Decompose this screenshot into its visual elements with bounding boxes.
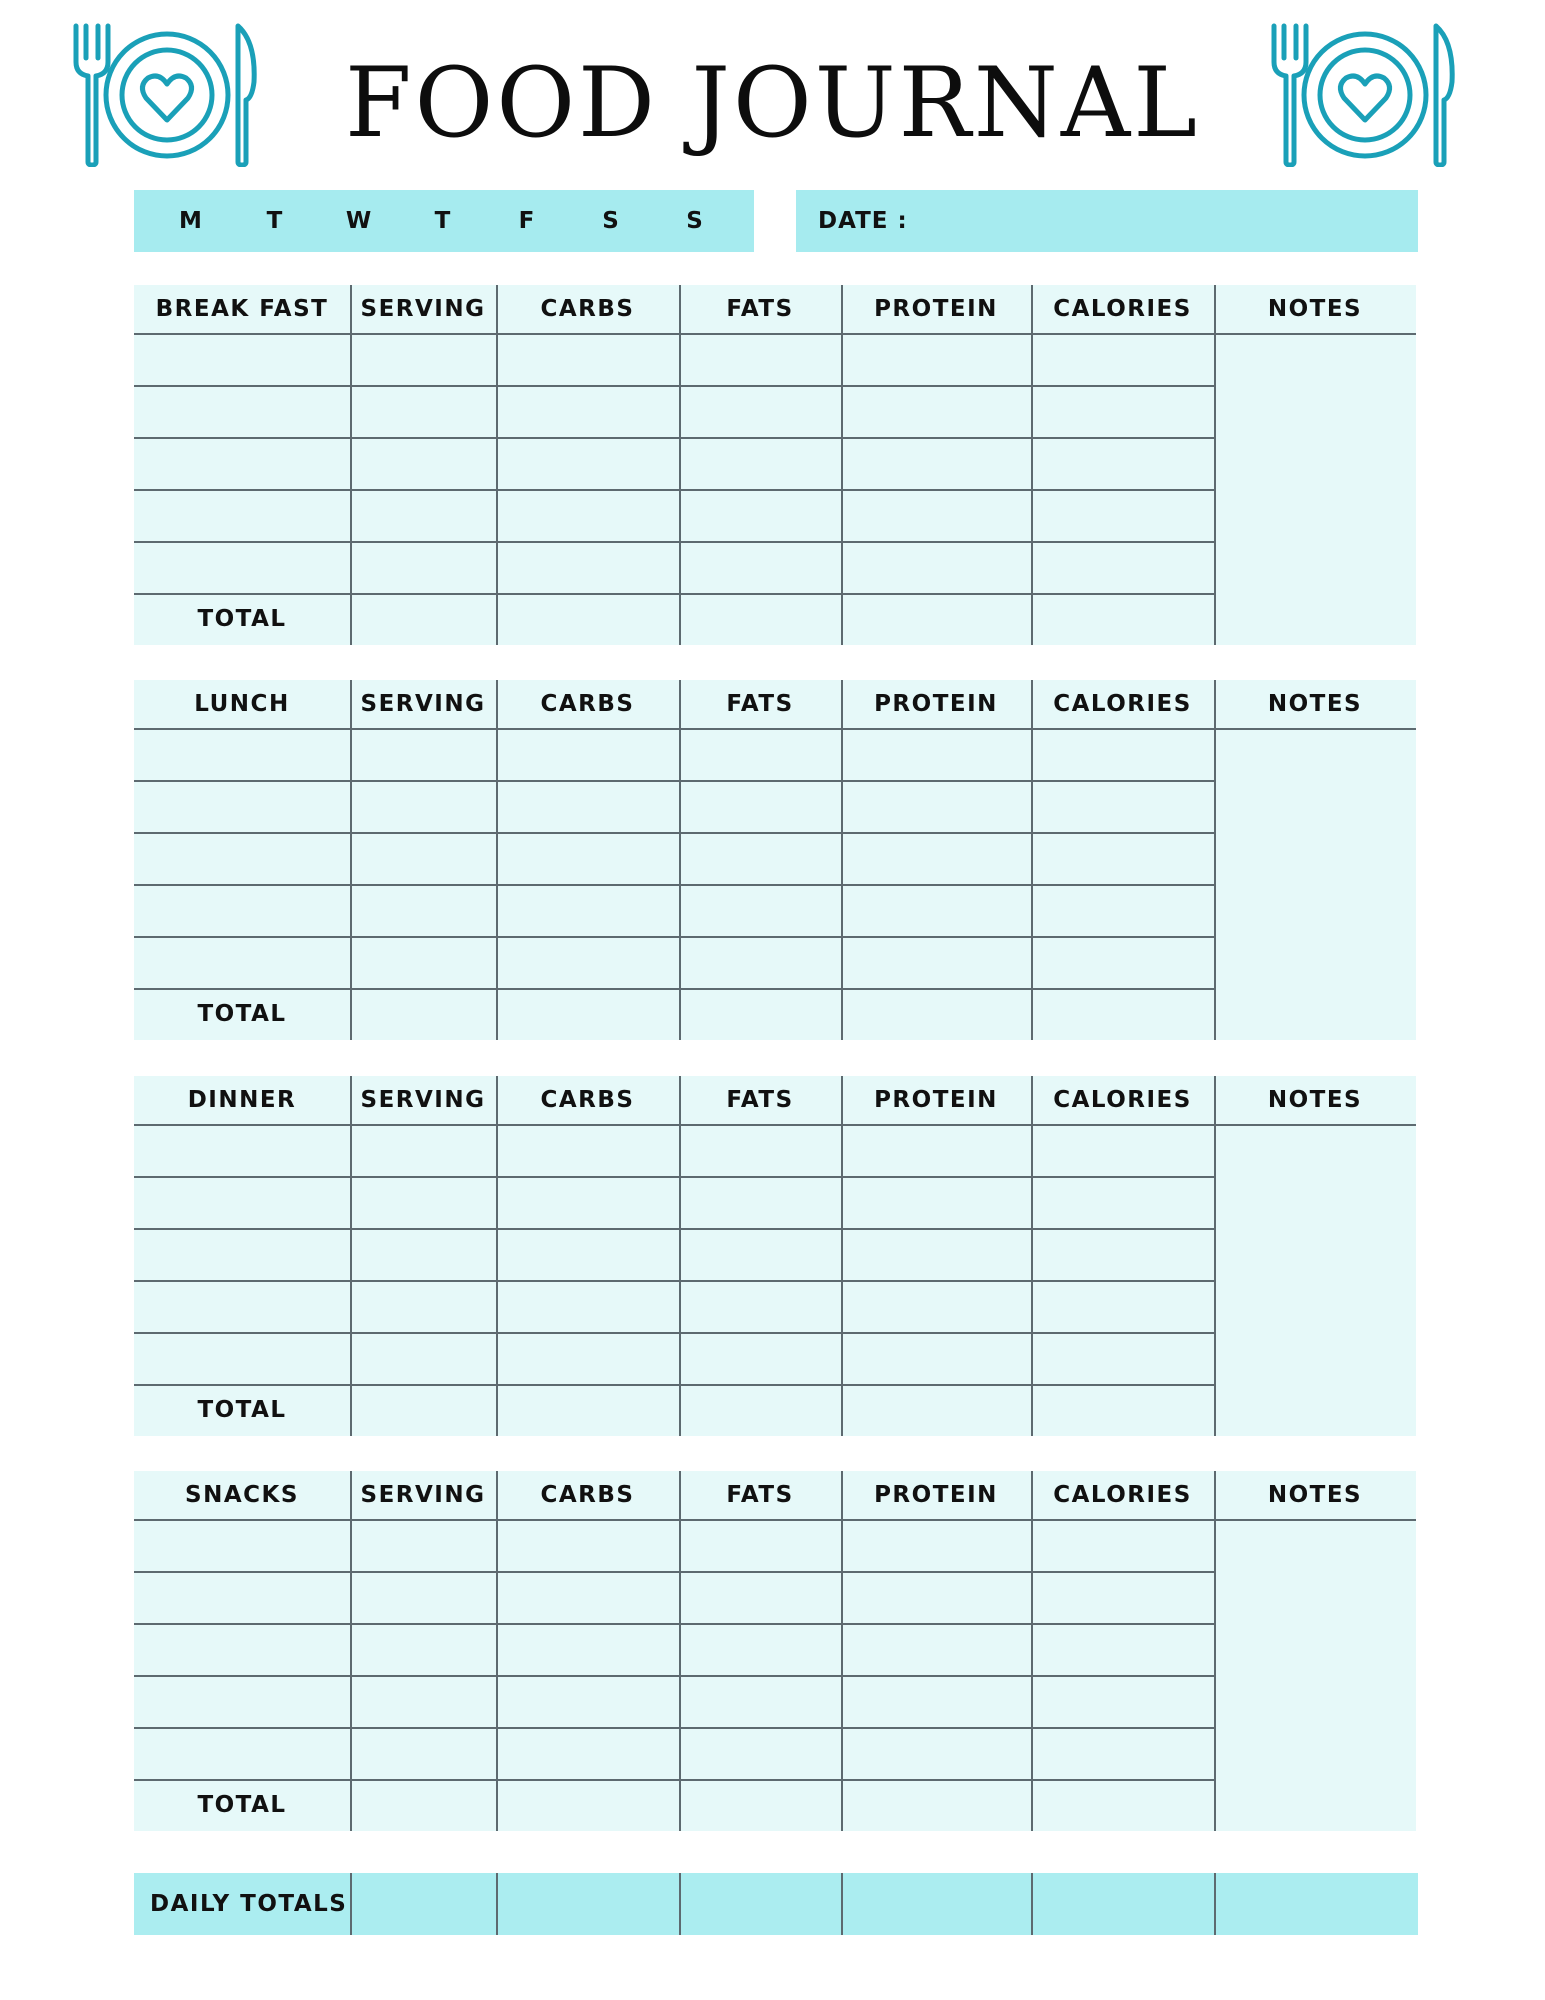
table-cell[interactable] (681, 1282, 839, 1330)
table-cell[interactable] (136, 439, 348, 487)
table-cell[interactable] (136, 1178, 348, 1226)
table-cell[interactable] (843, 1521, 1029, 1569)
meal-table-lunch (134, 680, 1416, 1040)
table-cell[interactable] (843, 1677, 1029, 1725)
column-header-notes: NOTES (1267, 1087, 1363, 1113)
column-header-protein: PROTEIN (874, 1087, 998, 1113)
table-cell[interactable] (136, 1126, 348, 1174)
table-cell[interactable] (136, 335, 348, 383)
table-cell[interactable] (1033, 1625, 1212, 1673)
column-header-serving: SERVING (360, 691, 486, 717)
table-cell[interactable] (843, 1625, 1029, 1673)
table-cell[interactable] (681, 730, 839, 778)
day-tuesday[interactable]: T (266, 208, 284, 234)
table-cell[interactable] (843, 730, 1029, 778)
column-header-protein: PROTEIN (874, 296, 998, 322)
table-cell[interactable] (498, 1625, 677, 1673)
table-cell[interactable] (136, 387, 348, 435)
table-cell[interactable] (498, 335, 677, 383)
table-cell[interactable] (843, 1334, 1029, 1382)
table-cell[interactable] (1033, 1334, 1212, 1382)
table-cell[interactable] (1033, 834, 1212, 882)
table-cell[interactable] (498, 1282, 677, 1330)
meal-name: DINNER (187, 1087, 297, 1113)
meal-name: LUNCH (194, 691, 290, 717)
table-cell[interactable] (1033, 1677, 1212, 1725)
notes-area[interactable] (1218, 1523, 1412, 1827)
date-field[interactable] (796, 190, 1418, 252)
table-cell[interactable] (136, 1521, 348, 1569)
table-cell[interactable] (136, 782, 348, 830)
table-cell[interactable] (498, 1178, 677, 1226)
table-cell[interactable] (843, 782, 1029, 830)
column-header-serving: SERVING (360, 296, 486, 322)
table-cell[interactable] (681, 491, 839, 539)
divider (841, 1873, 843, 1935)
table-cell[interactable] (498, 1126, 677, 1174)
table-cell[interactable] (681, 938, 839, 986)
table-cell[interactable] (843, 491, 1029, 539)
table-cell[interactable] (352, 886, 494, 934)
day-wednesday[interactable]: W (345, 208, 373, 234)
table-cell[interactable] (352, 730, 494, 778)
table-cell[interactable] (352, 1282, 494, 1330)
table-cell[interactable] (843, 886, 1029, 934)
table-cell[interactable] (843, 834, 1029, 882)
notes-area[interactable] (1218, 732, 1412, 1036)
divider (1214, 1873, 1216, 1935)
day-thursday[interactable]: T (434, 208, 452, 234)
notes-area[interactable] (1218, 1128, 1412, 1432)
total-label: TOTAL (197, 1001, 287, 1027)
total-label: TOTAL (197, 606, 287, 632)
table-cell[interactable] (681, 387, 839, 435)
column-divider (1214, 680, 1216, 1040)
table-cell[interactable] (136, 1230, 348, 1278)
table-cell[interactable] (498, 1521, 677, 1569)
table-cell[interactable] (1033, 782, 1212, 830)
column-header-calories: CALORIES (1053, 1482, 1192, 1508)
notes-area[interactable] (1218, 337, 1412, 641)
table-cell[interactable] (681, 1126, 839, 1174)
table-cell[interactable] (498, 886, 677, 934)
column-header-calories: CALORIES (1053, 1087, 1192, 1113)
table-cell[interactable] (498, 387, 677, 435)
table-cell[interactable] (498, 834, 677, 882)
table-cell[interactable] (1033, 730, 1212, 778)
column-header-notes: NOTES (1267, 296, 1363, 322)
table-cell[interactable] (843, 938, 1029, 986)
table-cell[interactable] (136, 938, 348, 986)
table-cell[interactable] (352, 1230, 494, 1278)
table-cell[interactable] (352, 1625, 494, 1673)
table-cell[interactable] (1033, 439, 1212, 487)
table-cell[interactable] (498, 730, 677, 778)
table-cell[interactable] (352, 1334, 494, 1382)
column-divider (1214, 1471, 1216, 1831)
table-cell[interactable] (843, 1729, 1029, 1777)
table-cell[interactable] (681, 834, 839, 882)
table-cell[interactable] (843, 335, 1029, 383)
table-cell[interactable] (136, 1334, 348, 1382)
table-cell[interactable] (136, 886, 348, 934)
column-header-notes: NOTES (1267, 1482, 1363, 1508)
day-sunday[interactable]: S (686, 208, 704, 234)
table-cell[interactable] (136, 834, 348, 882)
table-cell[interactable] (352, 439, 494, 487)
column-divider (1214, 1076, 1216, 1436)
table-cell[interactable] (352, 335, 494, 383)
table-cell[interactable] (1033, 1729, 1212, 1777)
column-header-serving: SERVING (360, 1482, 486, 1508)
column-header-fats: FATS (726, 691, 794, 717)
table-cell[interactable] (352, 834, 494, 882)
divider (496, 1873, 498, 1935)
table-cell[interactable] (498, 782, 677, 830)
table-cell[interactable] (352, 938, 494, 986)
table-cell[interactable] (843, 1282, 1029, 1330)
table-cell[interactable] (1033, 1521, 1212, 1569)
table-cell[interactable] (498, 1573, 677, 1621)
table-cell[interactable] (352, 782, 494, 830)
day-friday[interactable]: F (518, 208, 536, 234)
table-cell[interactable] (681, 886, 839, 934)
table-cell[interactable] (681, 335, 839, 383)
meal-table-dinner (134, 1076, 1416, 1436)
weekday-selector (134, 190, 754, 252)
table-cell[interactable] (498, 1677, 677, 1725)
table-cell[interactable] (681, 1625, 839, 1673)
table-cell[interactable] (1033, 387, 1212, 435)
table-cell[interactable] (1033, 543, 1212, 591)
meal-table-snacks (134, 1471, 1416, 1831)
table-cell[interactable] (498, 491, 677, 539)
table-cell[interactable] (352, 1521, 494, 1569)
table-cell[interactable] (843, 543, 1029, 591)
table-cell[interactable] (843, 1573, 1029, 1621)
table-cell[interactable] (1033, 335, 1212, 383)
column-header-protein: PROTEIN (874, 691, 998, 717)
table-cell[interactable] (498, 1729, 677, 1777)
table-cell[interactable] (1033, 1178, 1212, 1226)
table-cell[interactable] (1033, 491, 1212, 539)
day-saturday[interactable]: S (602, 208, 620, 234)
table-cell[interactable] (681, 1230, 839, 1278)
meal-name: SNACKS (185, 1482, 299, 1508)
table-cell[interactable] (136, 1573, 348, 1621)
table-cell[interactable] (681, 1573, 839, 1621)
table-cell[interactable] (843, 387, 1029, 435)
column-header-fats: FATS (726, 1482, 794, 1508)
total-label: TOTAL (197, 1792, 287, 1818)
table-cell[interactable] (136, 1282, 348, 1330)
table-cell[interactable] (498, 1230, 677, 1278)
daily-totals-label: DAILY TOTALS (150, 1891, 348, 1917)
column-divider (1214, 285, 1216, 645)
meal-table-breakfast (134, 285, 1416, 645)
table-cell[interactable] (498, 1334, 677, 1382)
table-cell[interactable] (352, 491, 494, 539)
date-label: DATE : (818, 208, 908, 234)
meal-name: BREAK FAST (155, 296, 329, 322)
table-cell[interactable] (843, 1126, 1029, 1174)
table-cell[interactable] (498, 543, 677, 591)
table-cell[interactable] (681, 1334, 839, 1382)
table-cell[interactable] (352, 543, 494, 591)
column-header-calories: CALORIES (1053, 691, 1192, 717)
table-cell[interactable] (681, 543, 839, 591)
table-cell[interactable] (681, 1729, 839, 1777)
column-header-carbs: CARBS (540, 1087, 635, 1113)
table-cell[interactable] (1033, 886, 1212, 934)
day-monday[interactable]: M (179, 208, 203, 234)
table-cell[interactable] (352, 1729, 494, 1777)
table-cell[interactable] (136, 730, 348, 778)
table-cell[interactable] (136, 1677, 348, 1725)
table-cell[interactable] (352, 1126, 494, 1174)
table-cell[interactable] (681, 1521, 839, 1569)
divider (679, 1873, 681, 1935)
table-cell[interactable] (136, 1625, 348, 1673)
column-header-carbs: CARBS (540, 296, 635, 322)
table-cell[interactable] (681, 1677, 839, 1725)
table-cell[interactable] (136, 491, 348, 539)
table-cell[interactable] (843, 439, 1029, 487)
total-label: TOTAL (197, 1397, 287, 1423)
table-cell[interactable] (352, 1573, 494, 1621)
table-cell[interactable] (352, 387, 494, 435)
table-cell[interactable] (1033, 1126, 1212, 1174)
table-cell[interactable] (1033, 1282, 1212, 1330)
column-header-carbs: CARBS (540, 691, 635, 717)
table-cell[interactable] (136, 543, 348, 591)
table-cell[interactable] (352, 1178, 494, 1226)
table-cell[interactable] (681, 1178, 839, 1226)
column-header-serving: SERVING (360, 1087, 486, 1113)
table-cell[interactable] (1033, 938, 1212, 986)
daily-totals-row (134, 1873, 1418, 1935)
table-cell[interactable] (681, 782, 839, 830)
column-header-notes: NOTES (1267, 691, 1363, 717)
column-header-fats: FATS (726, 296, 794, 322)
table-cell[interactable] (1033, 1573, 1212, 1621)
column-header-protein: PROTEIN (874, 1482, 998, 1508)
column-header-calories: CALORIES (1053, 296, 1192, 322)
table-cell[interactable] (498, 439, 677, 487)
divider (350, 1873, 352, 1935)
table-cell[interactable] (1033, 1230, 1212, 1278)
table-cell[interactable] (498, 938, 677, 986)
column-header-carbs: CARBS (540, 1482, 635, 1508)
page-title: FOOD JOURNAL (345, 47, 1200, 159)
table-cell[interactable] (681, 439, 839, 487)
table-cell[interactable] (843, 1230, 1029, 1278)
divider (1031, 1873, 1033, 1935)
table-cell[interactable] (843, 1178, 1029, 1226)
table-cell[interactable] (352, 1677, 494, 1725)
column-header-fats: FATS (726, 1087, 794, 1113)
table-cell[interactable] (136, 1729, 348, 1777)
